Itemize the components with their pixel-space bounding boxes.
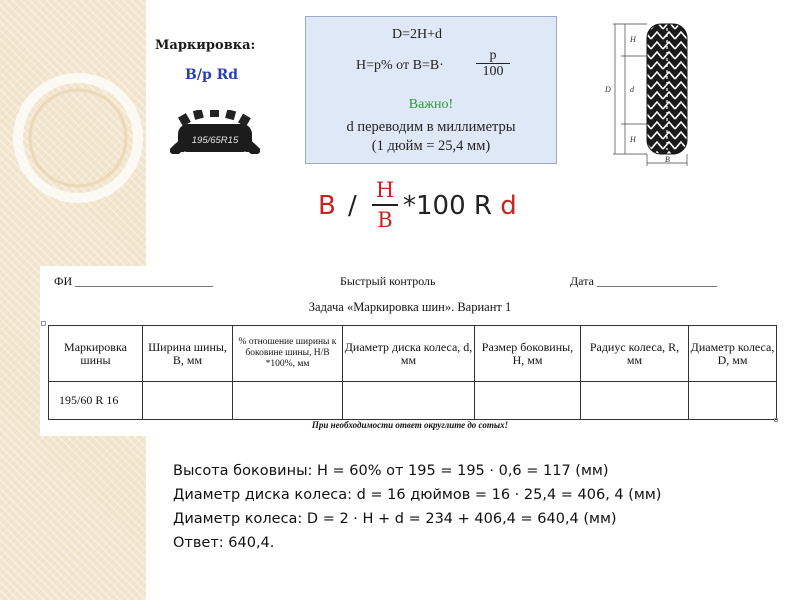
inch-note: (1 дюйм = 25,4 мм) <box>371 138 491 154</box>
formula-ratio-fraction <box>372 176 398 234</box>
formula-ratio-denominator: B <box>372 204 398 234</box>
table-cell <box>343 382 475 420</box>
table-header: % отношение ширины к боковине шины, H/B *100%, мм <box>233 326 343 382</box>
worksheet-task: Задача «Маркировка шин». Вариант 1 <box>308 300 512 314</box>
table-header: Маркировка шины <box>49 326 143 382</box>
table-header-row <box>49 326 777 382</box>
table-header: Диаметр диска колеса, d, мм <box>343 326 475 382</box>
tire-size-text: 195/65R15 <box>191 135 239 146</box>
marking-block <box>155 38 285 83</box>
decorative-circles <box>0 60 160 220</box>
formula-box <box>305 16 557 164</box>
table-header: Размер боковины, H, мм <box>475 326 581 382</box>
diagram-label-d-small: d <box>630 85 634 94</box>
marking-title: Маркировка: <box>155 38 256 53</box>
fraction-numerator: p <box>489 48 497 63</box>
solution-line-diameter: Диаметр колеса: D = 2 · H + d = 234 + 406,4 = 640,4 (мм) <box>173 511 617 527</box>
table-cell <box>689 382 777 420</box>
solution-line-sidewall: Высота боковины: H = 60% от 195 = 195 · 0,6 = 117 (мм) <box>173 463 609 479</box>
formula-width-b: B <box>318 191 336 221</box>
tire-dimension-diagram <box>603 20 693 168</box>
answer-table <box>48 325 777 420</box>
worksheet-name-field: ФИ _______________________ <box>54 274 214 288</box>
solution-text <box>173 459 661 555</box>
worksheet-date-field: Дата ____________________ <box>570 274 717 288</box>
solution-line-rim: Диаметр диска колеса: d = 16 дюймов = 16 · 25,4 = 406, 4 (мм) <box>173 487 662 503</box>
solution-line-answer: Ответ: 640,4. <box>173 535 275 551</box>
table-cell <box>233 382 343 420</box>
conversion-note: d переводим в миллиметры <box>346 119 516 135</box>
marking-formula: B/p Rd <box>185 67 239 83</box>
percent-fraction <box>476 48 510 79</box>
table-move-handle <box>41 321 46 326</box>
important-label: Важно! <box>408 97 454 112</box>
table-header: Радиус колеса, R, мм <box>581 326 689 382</box>
formula-slash: / <box>348 191 357 221</box>
table-cell <box>581 382 689 420</box>
fraction-denominator: 100 <box>476 63 510 79</box>
sidewall-formula: H=p% от B=B· <box>356 58 444 73</box>
table-header: Ширина шины, В, мм <box>143 326 233 382</box>
diagram-label-d-big: D <box>605 85 611 94</box>
tire-tread-image <box>170 110 260 154</box>
diagram-label-h-bottom: H <box>630 135 636 144</box>
formula-rest <box>403 191 517 221</box>
formula-ratio-numerator: H <box>375 178 395 202</box>
rounding-note: При необходимости ответ округлите до сотых! <box>311 420 509 430</box>
diameter-formula: D=2H+d <box>392 27 443 42</box>
table-row <box>49 382 777 420</box>
worksheet <box>40 266 780 436</box>
table-cell <box>143 382 233 420</box>
worksheet-title: Быстрый контроль <box>340 274 436 288</box>
table-cell: 195/60 R 16 <box>49 382 143 420</box>
table-cell <box>475 382 581 420</box>
diagram-label-h-top: H <box>630 35 636 44</box>
diagram-label-b: B <box>665 155 670 164</box>
formula-multiplier: *100 R <box>403 191 501 221</box>
table-header: Диаметр колеса, D, мм <box>689 326 777 382</box>
formula-rim-d: d <box>500 191 517 221</box>
